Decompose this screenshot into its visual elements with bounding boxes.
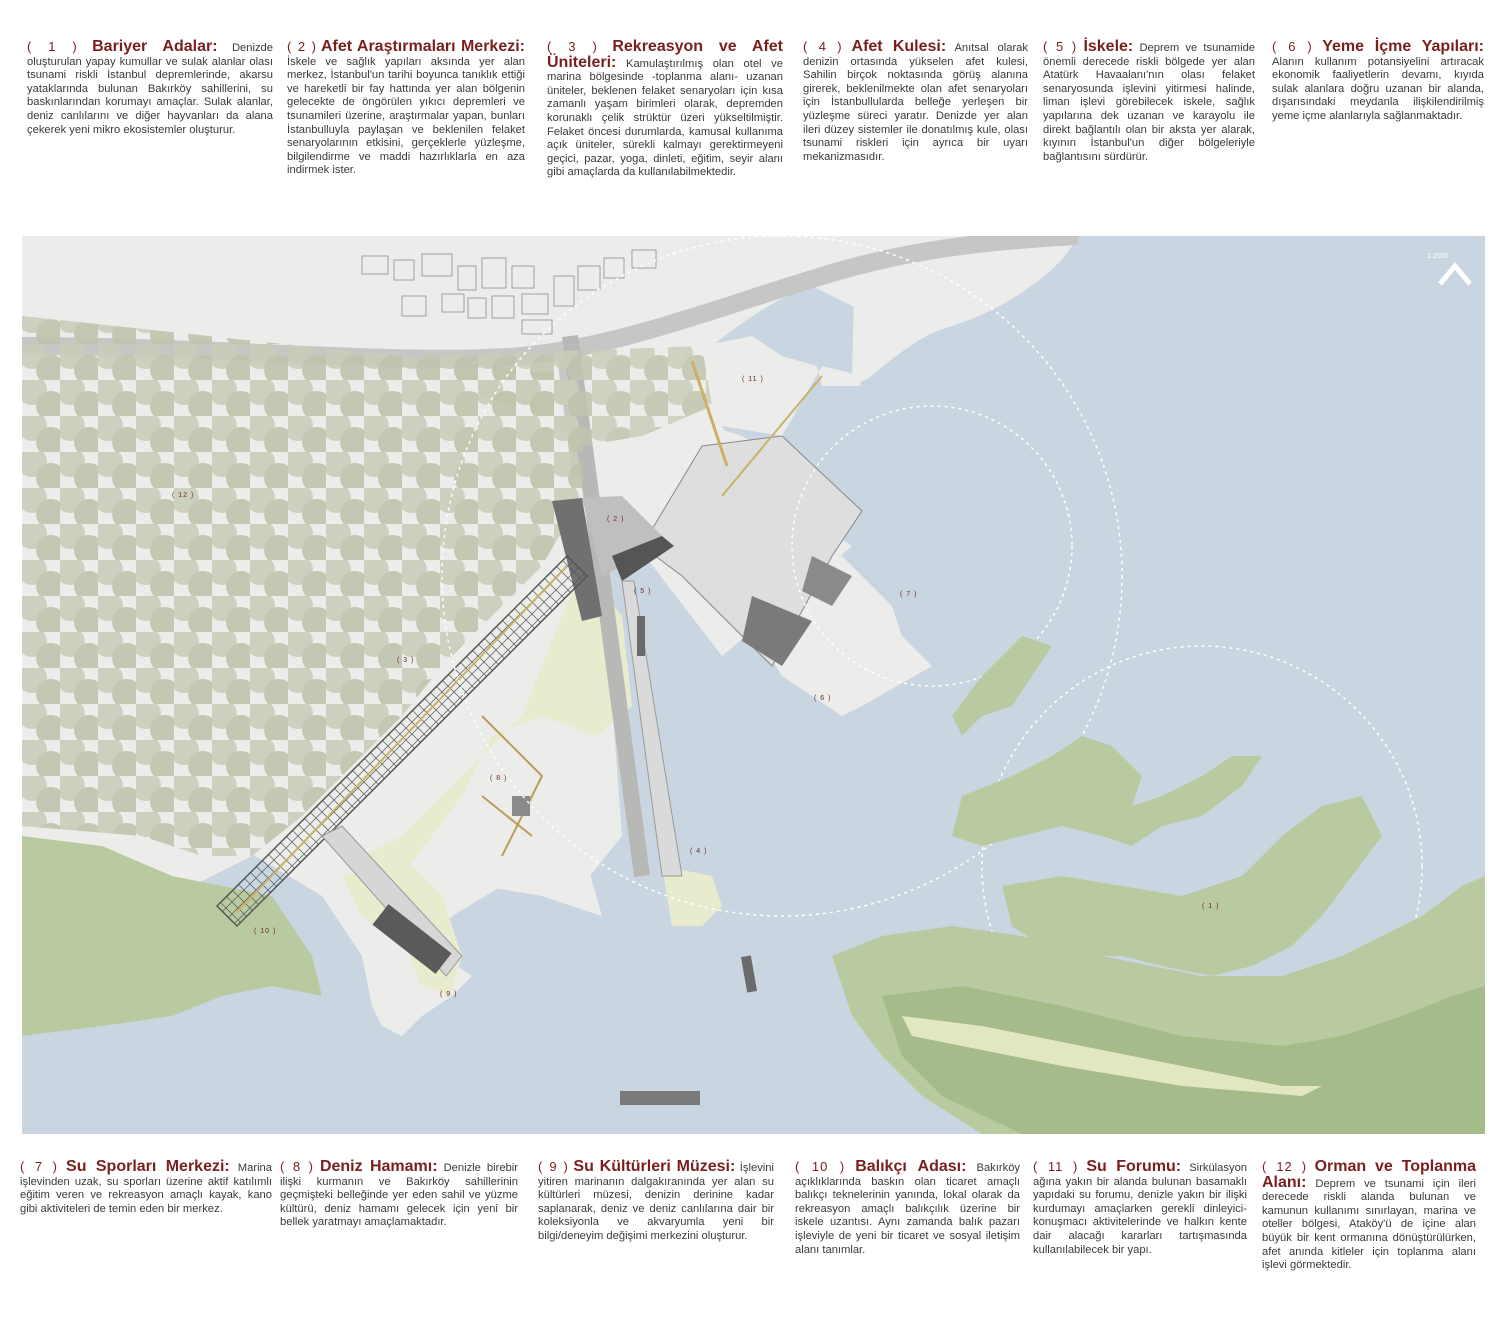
- note-8: [280, 1160, 518, 1230]
- note-5: [1043, 40, 1255, 164]
- note-text: Kamulaştırılmış olan otel ve marina bölgesinde -toplanma alanı- uzanan üniteler, beklenen felaket senaryoları için kısa zamanlı yaşam birimleri olarak, depremden korunaklı çelik strüktür üzeri yükseltilmiştir. Felaket öncesi durumlarda, kamusal kullanıma açık üniteler, sürekli kalmayı gerektirmeyeni geçici, pazar, yoga, dinleti, eğitim, seyir alanı gibi amaçlarda da kullanılabilmektedir.: [547, 57, 783, 179]
- note-number: ( 6 ): [1272, 39, 1313, 54]
- site-plan-map: [22, 236, 1485, 1134]
- plan-label-6: ( 6 ): [814, 695, 832, 702]
- note-text: İşlevini yitiren marinanın dalgakıranında yer alan su kültürleri müzesi, denizin derinine kadar saplanarak, deniz ve deniz canlılarına dair bir koleksiyonla ve akvaryumla yeni bir bilgi/deneyim değişimi merkezini oluşturur.: [538, 1162, 774, 1242]
- note-text: Denizle birebir ilişki kurmanın ve Bakırköy sahillerinin geçmişteki belleğinde yer eden sahil ve yüzme kültürü, deniz hamamı gelecek için yeni bir bellek yaratmayı amaçlamaktadır.: [280, 1162, 518, 1229]
- note-title: İskele:: [1083, 38, 1134, 55]
- note-title: Afet Kulesi:: [851, 38, 947, 55]
- ship: [620, 1091, 700, 1105]
- note-number: ( 10 ): [795, 1159, 846, 1174]
- note-title: Rekreasyon ve Afet Üniteleri:: [547, 38, 784, 71]
- plan-label-9: ( 9 ): [440, 991, 458, 998]
- note-number: ( 12 ): [1262, 1159, 1308, 1174]
- plan-label-8: ( 8 ): [490, 775, 508, 782]
- plan-label-4: ( 4 ): [690, 848, 708, 855]
- note-number: ( 5 ): [1043, 39, 1078, 54]
- note-6: [1272, 40, 1484, 124]
- plan-label-11: ( 11 ): [742, 376, 764, 383]
- note-title: Orman ve Toplanma Alanı:: [1262, 1158, 1477, 1191]
- plan-label-3: ( 3 ): [397, 657, 415, 664]
- note-10: [795, 1160, 1020, 1257]
- note-text: Anıtsal olarak denizin ortasında yükselen afet kulesi, Sahilin birçok noktasında görüş alanına girerek, beklenilmekte olan afet senaryoları için İstanbullularda belleğe yerleşen bir yüzleşme süreci yaratır. Denizde yer alan ileri düzey sistemler ile donatılmış kule, olası tsunami riskleri için ayrıca bir uyarı mekanizmasıdır.: [803, 42, 1028, 163]
- plan-label-10: ( 10 ): [254, 928, 277, 935]
- note-number: ( 1 ): [27, 39, 78, 54]
- note-4: [803, 40, 1028, 164]
- note-number: ( 2 ): [287, 39, 317, 54]
- note-title: Bariyer Adalar:: [92, 38, 218, 55]
- note-text: İskele ve sağlık yapıları aksında yer alan merkez, İstanbul'un tarihi boyunca tanıklık ettiği ve hareketli bir fay hattında yer alan bölgenin gelecekte de öngörülen yıkıcı depremleri ve tsunamileri üzerine, araştırmalar yapan, bunları İstanbulluyla paylaşan ve beklenilen felaket senaryolarının etkisini, gerçeklerle yüzleşme, bilgilendirme ve maddi hazırlıklarla en aza indirmek ister.: [287, 55, 525, 177]
- note-title: Su Sporları Merkezi:: [66, 1158, 230, 1175]
- note-text: Deprem ve tsunamide önemli derecede riskli bölgede yer alan Atatürk Havaalanı'nın olası felaket senaryosunda işlevini yitirmesi halinde, liman işlevi görebilecek iskele, sağlık yapılarına dek uzanan ve karayolu ile direkt bağlantılı olan bir aksta yer alarak, kıyının İstanbul'un diğer bölgeleriyle bağlantısını sürdürür.: [1043, 42, 1256, 163]
- note-number: ( 9 ): [538, 1159, 569, 1174]
- plan-label-2: ( 2 ): [607, 516, 625, 523]
- plan-label-7: ( 7 ): [900, 591, 918, 598]
- note-number: ( 8 ): [280, 1159, 314, 1174]
- note-number: ( 7 ): [20, 1159, 58, 1174]
- note-text: Bakırköy açıklıklarında baskın olan ticaret amaçlı balıkçı teknelerinin yanında, lokal olarak da rekreasyon amaçlı balıkçılık üzerine bir iskele uzantısı. Aynı zamanda balık pazarı işleviyle de yeni bir ticaret ve sosyal iletişim alanı tanımlar.: [795, 1162, 1021, 1256]
- note-title: Deniz Hamamı:: [319, 1158, 438, 1175]
- note-title: Yeme İçme Yapıları:: [1322, 38, 1484, 55]
- note-9: [538, 1160, 774, 1244]
- note-11: [1033, 1160, 1247, 1257]
- note-number: ( 11 ): [1033, 1159, 1079, 1174]
- note-title: Su Kültürleri Müzesi:: [573, 1158, 736, 1175]
- plan-label-12: ( 12 ): [172, 492, 195, 499]
- note-text: Denizde oluşturulan yapay kumullar ve sulak alanlar olası tsunami riskli İstanbul depremlerinde, akarsu yataklarında bulunan Bakırköy sahillerini, su baskınlarından korumayı amaçlar. Sulak alanlar, deniz canlılarını ve diğer hayvanları da alana çekerek yeni mikro ekosistemler oluşturur.: [27, 42, 273, 136]
- note-number: ( 3 ): [547, 39, 598, 54]
- plan-label-1: ( 1 ): [1202, 903, 1220, 910]
- note-2: [287, 40, 525, 178]
- note-text: Marina işlevinden uzak, su sporları üzerine aktif katılımlı eğitim veren ve rekreasyon amaçlı kayak, kano gibi aktiviteleri de temin eden bir merkez.: [20, 1162, 272, 1215]
- note-title: Afet Araştırmaları Merkezi:: [321, 38, 525, 55]
- note-7: [20, 1160, 272, 1216]
- note-12: [1262, 1160, 1476, 1273]
- note-text: Sirkülasyon ağına yakın bir alanda bulunan basamaklı yapıdaki su forumu, denizle yakın bir ilişki kurdumayı amaçlarken gerekli dinleyici-konuşmacı aktivitelerinde ve halkın kente dair alacağı kararları tartışmasında kullanılabilecek bir yapı.: [1033, 1162, 1248, 1256]
- note-text: Alanın kullanım potansiyelini artıracak ekonomik faaliyetlerin devamı, kıyıda sulak alanlara doğru uzanan bir alanda, dışarısındaki meydanla ilişkilendirilmiş yeme içme alanlarıyla sağlanmaktadır.: [1272, 55, 1484, 122]
- plan-label-5: ( 5 ): [634, 588, 652, 595]
- note-title: Balıkçı Adası:: [855, 1158, 967, 1175]
- boat-2: [637, 616, 645, 656]
- note-1: [27, 40, 273, 137]
- note-number: ( 4 ): [803, 39, 843, 54]
- scale-label: 1:2000: [1427, 253, 1449, 260]
- note-text: Deprem ve tsunami için ileri derecede riskli alanda bulunan ve kamunun kullanımı sınırlayan, marina ve oteller bölgesi, Ataköy'ü de içine alan büyük bir kent ormanına dönüştürülürken, afet anında kitleler için toplanma alanı işlevi görmektedir.: [1262, 1177, 1477, 1272]
- note-title: Su Forumu:: [1086, 1158, 1182, 1175]
- note-3: [547, 40, 783, 180]
